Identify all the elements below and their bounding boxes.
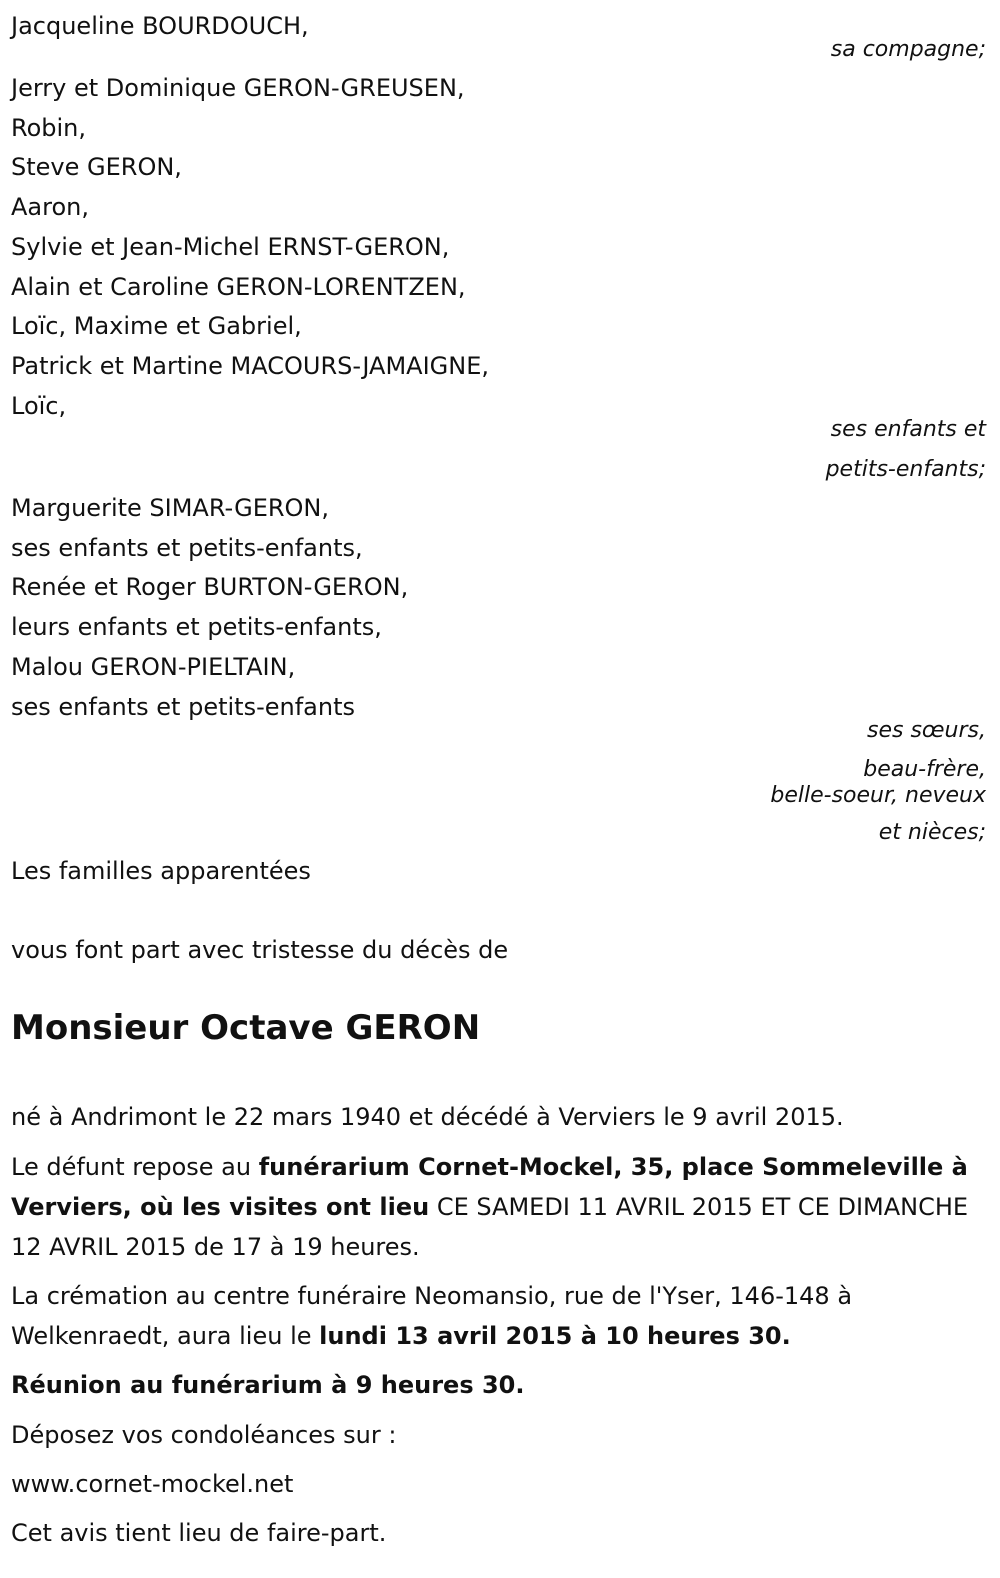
cremation-datetime: lundi 13 avril 2015 à 10 heures 30.	[319, 1322, 791, 1350]
condolences-website-link[interactable]: www.cornet-mockel.net	[11, 1470, 294, 1498]
reunion-info	[11, 1365, 524, 1405]
relation-line: beau-frère,	[863, 757, 986, 782]
family-member: Aaron,	[11, 193, 89, 222]
family-member: Alain et Caroline GERON-LORENTZEN,	[11, 272, 466, 301]
children-relation	[826, 410, 986, 490]
closing-note: Cet avis tient lieu de faire-part.	[11, 1519, 387, 1547]
family-member: Sylvie et Jean-Michel ERNST-GERON,	[11, 232, 450, 261]
family-member: Jerry et Dominique GERON-GREUSEN,	[11, 74, 465, 102]
family-member: Renée et Roger BURTON-GERON,	[11, 573, 409, 602]
family-member: ses enfants et petits-enfants,	[11, 533, 363, 562]
cremation-prefix: La crémation au centre funéraire Neomansio, rue de l'Yser, 146-148 à Welkenraedt, aura lieu le	[11, 1282, 853, 1350]
announcement-text: vous font part avec tristesse du décès de	[11, 936, 509, 964]
related-families: Les familles apparentées	[11, 857, 311, 885]
repose-schedule: CE SAMEDI 11 AVRIL 2015 ET CE DIMANCHE 12 AVRIL 2015 de 17 à 19 heures.	[11, 1193, 969, 1261]
siblings-relation	[770, 757, 986, 809]
birth-death-info: né à Andrimont le 22 mars 1940 et décédé à Verviers le 9 avril 2015.	[11, 1103, 844, 1131]
family-member: Patrick et Martine MACOURS-JAMAIGNE,	[11, 351, 489, 380]
family-member: Robin,	[11, 113, 87, 142]
partner-name: Jacqueline BOURDOUCH,	[11, 12, 309, 40]
family-member: leurs enfants et petits-enfants,	[11, 613, 382, 642]
family-member: Steve GERON,	[11, 153, 182, 182]
condolences-label: Déposez vos condoléances sur :	[11, 1421, 397, 1449]
relation-line: ses sœurs,	[867, 718, 986, 743]
repose-info	[11, 1147, 986, 1267]
family-member: Malou GERON-PIELTAIN,	[11, 652, 296, 681]
relation-line: petits-enfants;	[825, 457, 986, 482]
family-member: Loïc,	[11, 391, 67, 420]
siblings-list	[11, 489, 408, 727]
relation-line: belle-soeur, neveux	[770, 783, 986, 808]
family-member: Marguerite SIMAR-GERON,	[11, 494, 329, 522]
relation-line: ses enfants et	[830, 417, 986, 442]
family-member: ses enfants et petits-enfants	[11, 692, 356, 721]
partner-relation: sa compagne;	[830, 37, 986, 62]
relation-line: et nièces;	[878, 820, 986, 845]
children-list	[11, 69, 489, 426]
reunion-text: Réunion au funérarium à 9 heures 30.	[11, 1371, 525, 1399]
cremation-info	[11, 1276, 986, 1356]
deceased-name: Monsieur Octave GERON	[11, 1008, 481, 1048]
repose-prefix: Le défunt repose au	[11, 1153, 259, 1181]
family-member: Loïc, Maxime et Gabriel,	[11, 312, 302, 341]
repose-location: funérarium Cornet-Mockel, 35, place Sommeleville à Verviers, où les visites ont lieu	[11, 1153, 968, 1221]
